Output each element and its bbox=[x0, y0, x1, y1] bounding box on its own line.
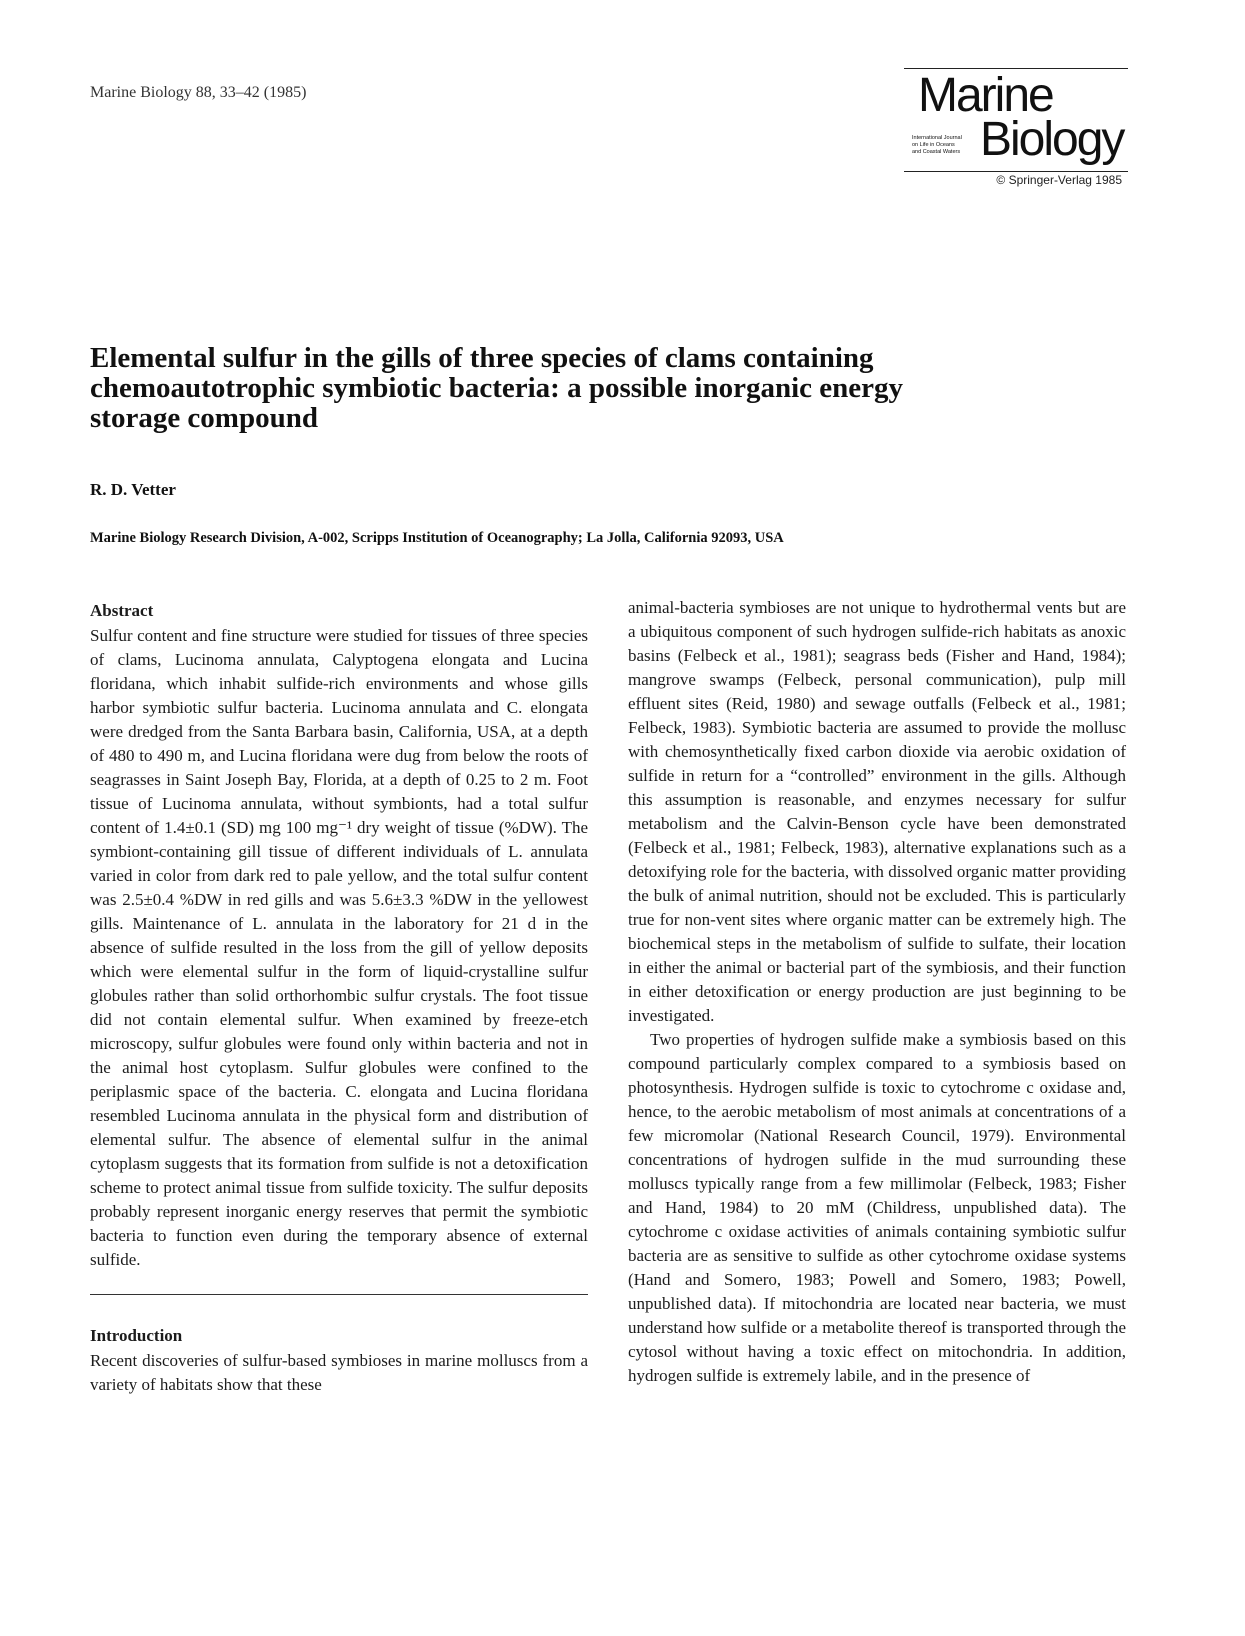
introduction-text-start: Recent discoveries of sulfur-based symbioses in marine molluscs from a variety of habitats show that these bbox=[90, 1351, 588, 1394]
introduction-heading: Introduction bbox=[90, 1326, 183, 1345]
logo-word-biology: Biology bbox=[980, 113, 1124, 166]
logo-tagline bbox=[912, 135, 978, 156]
left-column bbox=[90, 600, 588, 1397]
copyright-notice: © Springer-Verlag 1985 bbox=[996, 173, 1122, 187]
author-name: R. D. Vetter bbox=[90, 480, 176, 499]
article-title: Elemental sulfur in the gills of three species of clams containing chemoautotrophic symbiotic bacteria: a possible inorganic energy storage compound bbox=[90, 342, 904, 434]
author-affiliation: Marine Biology Research Division, A-002, Scripps Institution of Oceanography; La Jolla, California 92093, USA bbox=[90, 530, 784, 546]
logo-tagline-line: on Life in Oceans bbox=[912, 142, 955, 148]
logo-word-marine: Marine bbox=[918, 69, 1053, 122]
introduction-paragraph: animal-bacteria symbioses are not unique to hydrothermal vents but are a ubiquitous component of such hydrogen sulfide-rich habitats as anoxic basins (Felbeck et al., 1981); seagrass beds (Fisher and Hand, 1984); mangrove swamps (Felbeck, personal communication), pulp mill effluent sites (Reid, 1980) and sewage outfalls (Felbeck et al., 1981; Felbeck, 1983). Symbiotic bacteria are assumed to provide the mollusc with chemosynthetically fixed carbon dioxide via aerobic oxidation of sulfide in return for a “controlled” environment in the gills. Although this assumption is reasonable, and enzymes necessary for sulfur metabolism and the Calvin-Benson cycle have been demonstrated (Felbeck et al., 1981; Felbeck, 1983), alternative explanations such as a detoxifying role for the bacteria, with dissolved organic matter providing the bulk of animal nutrition, should not be excluded. This is particularly true for non-vent sites where organic matter can be extremely high. The biochemical steps in the metabolism of sulfide to sulfate, their location in either the animal or bacterial part of the symbiosis, and their function in either detoxification or energy production are just beginning to be investigated. bbox=[628, 598, 1126, 1025]
abstract-heading: Abstract bbox=[90, 601, 154, 620]
abstract-divider bbox=[90, 1294, 588, 1295]
journal-citation: Marine Biology 88, 33–42 (1985) bbox=[90, 84, 307, 101]
introduction-paragraph: Two properties of hydrogen sulfide make a symbiosis based on this compound particularly complex compared to a symbiosis based on photosynthesis. Hydrogen sulfide is toxic to cytochrome c oxidase and, hence, to the aerobic metabolism of most animals at concentrations of a few micromolar (National Research Council, 1979). Environmental concentrations of hydrogen sulfide in the mud surrounding these molluscs typically range from a few millimolar (Felbeck, 1983; Fisher and Hand, 1984) to 20 mM (Childress, unpublished data). The cytochrome c oxidase activities of animals containing symbiotic sulfur bacteria are as sensitive to sulfide as other cytochrome oxidase systems (Hand and Somero, 1983; Powell and Somero, 1983; Powell, unpublished data). If mitochondria are located near bacteria, we must understand how sulfide or a metabolite thereof is transported through the cytosol without having a toxic effect on mitochondria. In addition, hydrogen sulfide is extremely labile, and in the presence of bbox=[628, 1030, 1126, 1385]
logo-tagline-line: International Journal bbox=[912, 135, 962, 141]
journal-logo bbox=[904, 68, 1128, 188]
abstract-text: Sulfur content and fine structure were studied for tissues of three species of clams, Lucinoma annulata, Calyptogena elongata and Lucina floridana, which inhabit sulfide-rich environments and whose gills harbor symbiotic sulfur bacteria. Lucinoma annulata and C. elongata were dredged from the Santa Barbara basin, California, USA, at a depth of 480 to 490 m, and Lucina floridana were dug from below the roots of seagrasses in Saint Joseph Bay, Florida, at a depth of 0.25 to 2 m. Foot tissue of Lucinoma annulata, without symbionts, had a total sulfur content of 1.4±0.1 (SD) mg 100 mg⁻¹ dry weight of tissue (%DW). The symbiont-containing gill tissue of different individuals of L. annulata varied in color from dark red to pale yellow, and the total sulfur content was 2.5±0.4 %DW in red gills and was 5.6±3.3 %DW in the yellowest gills. Maintenance of L. annulata in the laboratory for 21 d in the absence of sulfide resulted in the loss from the gill of yellow deposits which were elemental sulfur in the form of liquid-crystalline sulfur globules rather than solid orthorhombic sulfur crystals. The foot tissue did not contain elemental sulfur. When examined by freeze-etch microscopy, sulfur globules were found only within bacteria and not in the animal host cytoplasm. Sulfur globules were confined to the periplasmic space of the bacteria. C. elongata and Lucina floridana resembled Lucinoma annulata in the physical form and distribution of elemental sulfur. The absence of elemental sulfur in the animal cytoplasm suggests that its formation from sulfide is not a detoxification scheme to protect animal tissue from sulfide toxicity. The sulfur deposits probably represent inorganic energy reserves that permit the symbiotic bacteria to function even during the temporary absence of external sulfide. bbox=[90, 626, 588, 1269]
logo-tagline-line: and Coastal Waters bbox=[912, 149, 961, 155]
logo-bottom-rule bbox=[904, 171, 1128, 172]
right-column bbox=[628, 596, 1126, 1388]
